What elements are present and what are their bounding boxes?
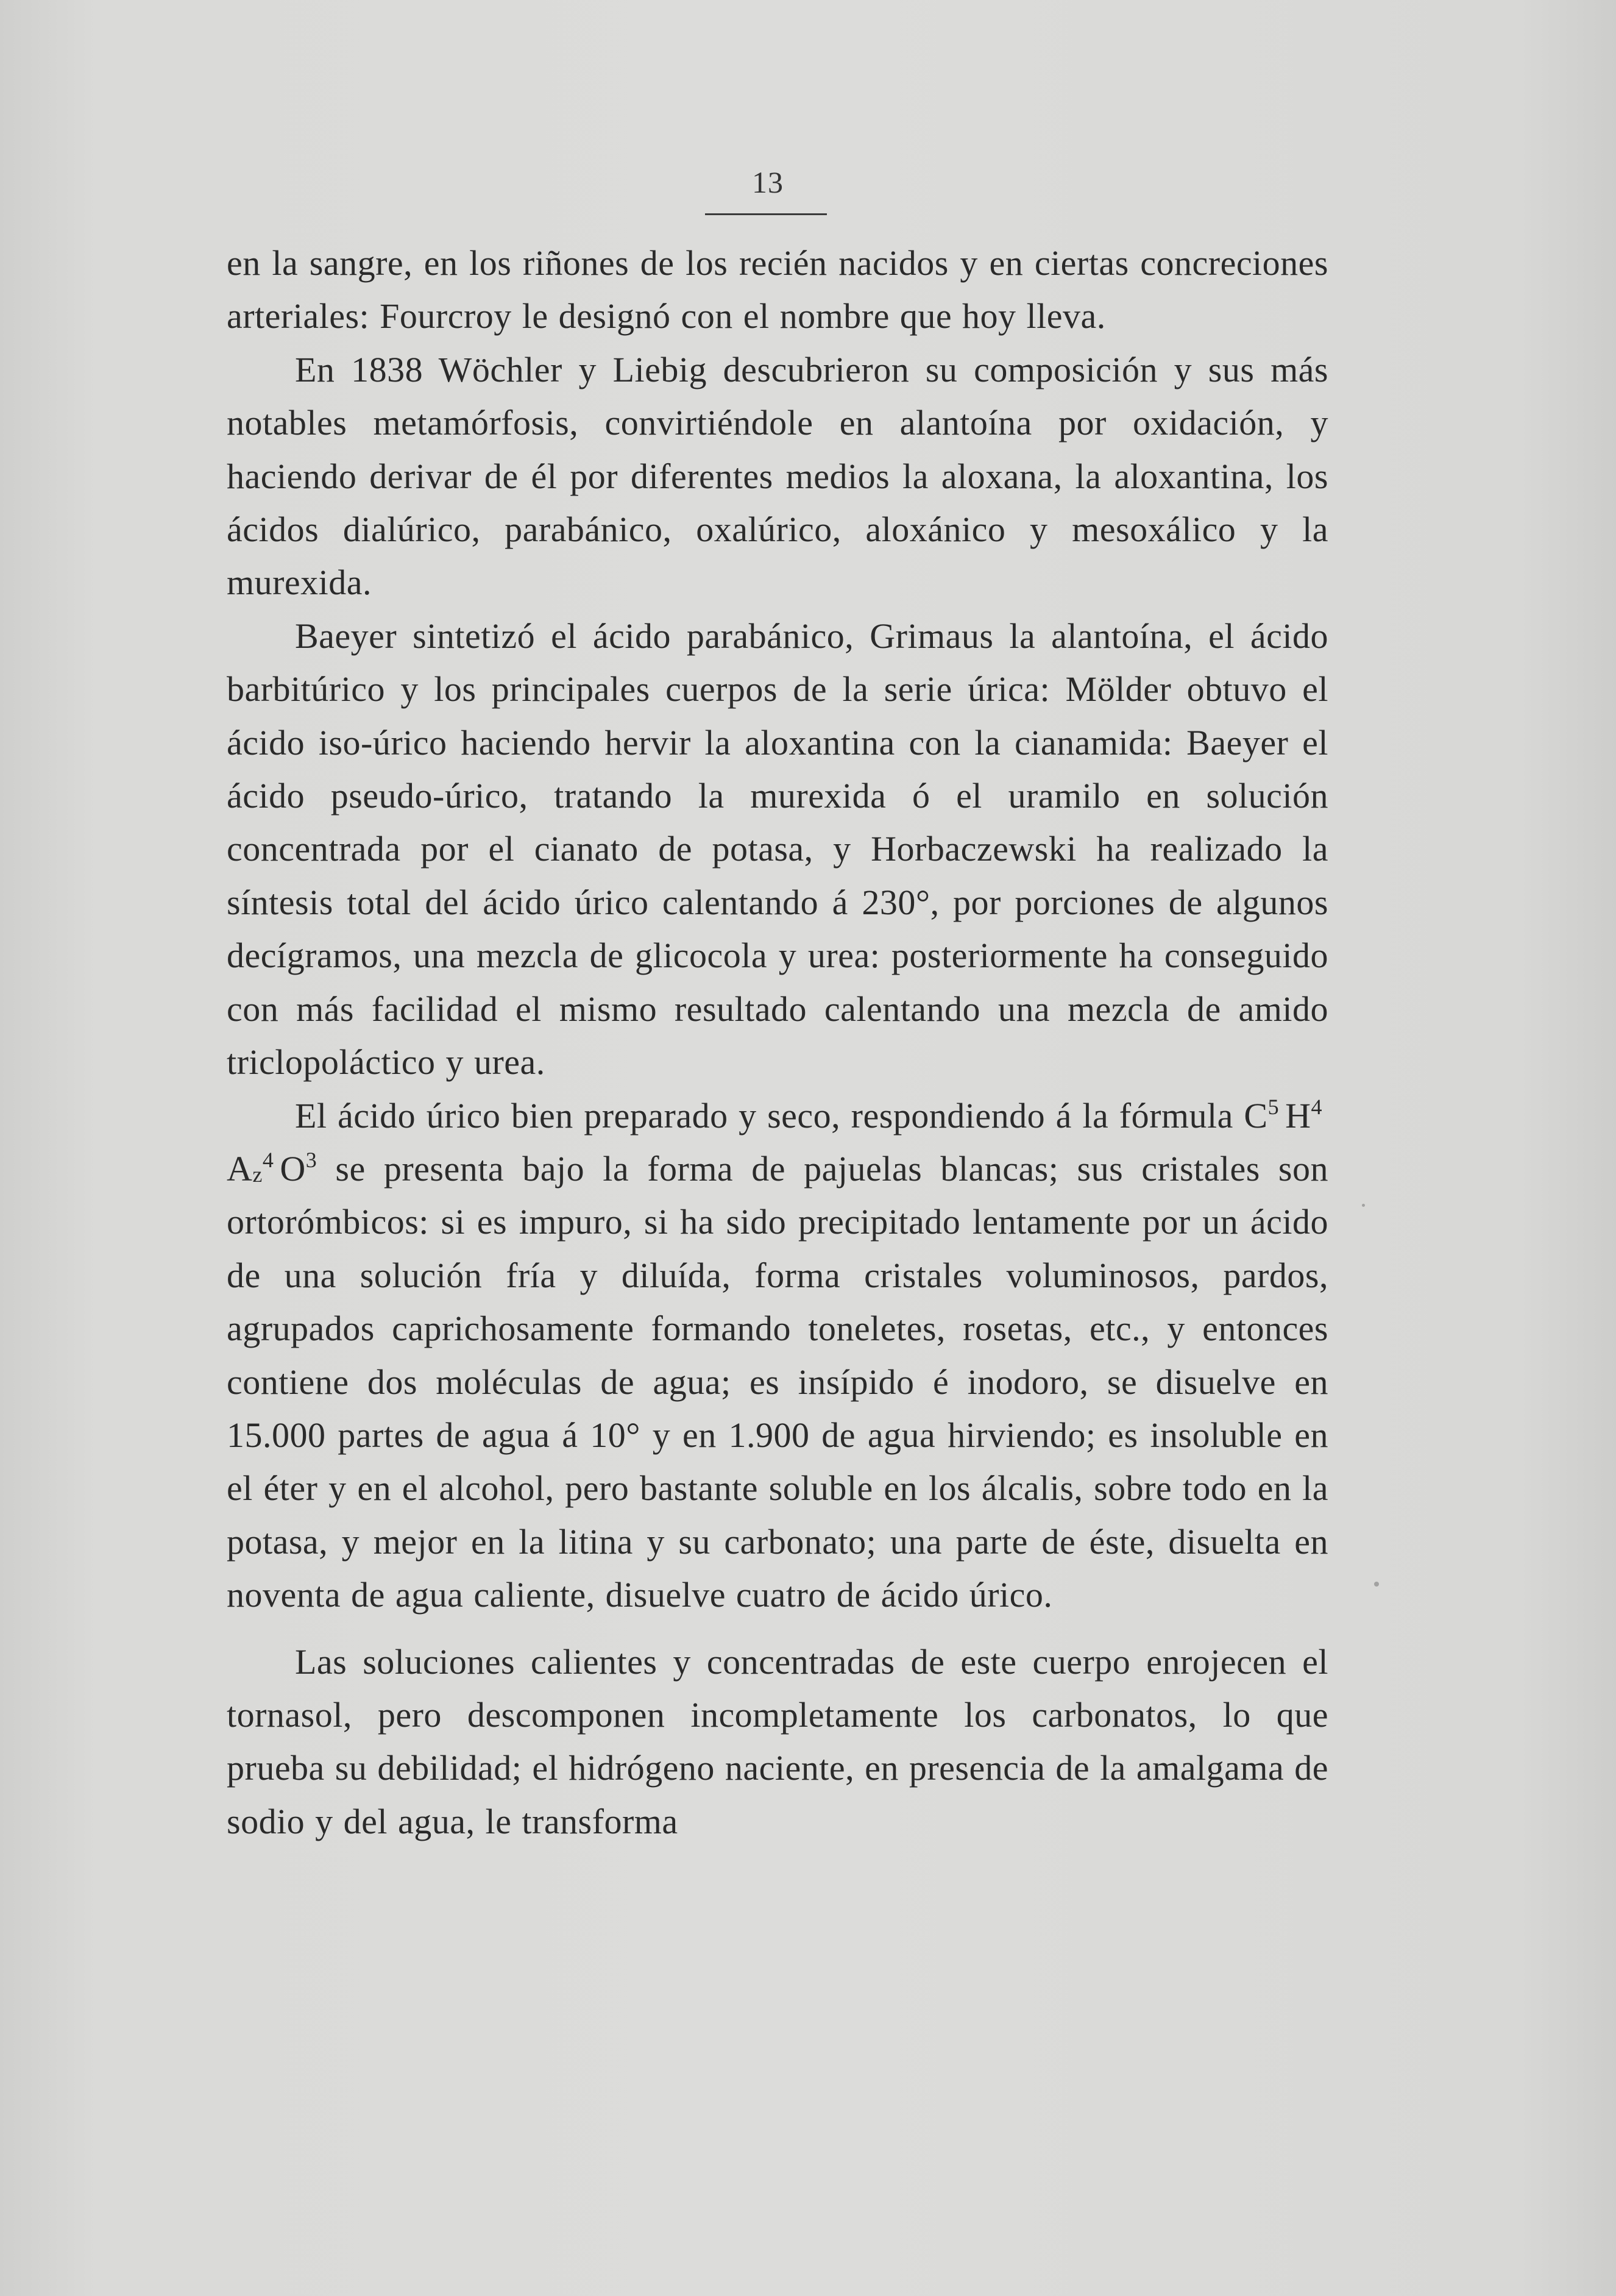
paragraph-2: En 1838 Wöchler y Liebig descubrieron su composición y sus más notables metamórfosis, convirtiéndole en alantoína por oxidación, y haciendo derivar de él por diferentes medios la aloxana, la aloxantina, los ácidos dialúrico, parabánico, oxalúrico, aloxánico y mesoxálico y la murexida. — [227, 349, 1328, 603]
chemical-formula: $C^5$ $H^4Az^4$ $O^3$ — [227, 1094, 1322, 1189]
paper-speck — [1374, 1582, 1379, 1587]
page-number: 13 — [752, 165, 784, 199]
paragraph-3: Baeyer sintetizó el ácido parabánico, Grimaus la alantoína, el ácido barbitúrico y los principales cuerpos de la serie úrica: Mölder obtuvo el ácido iso-úrico haciendo hervir la aloxantina con la cianamida: Baeyer el ácido pseudo-úrico, tratando la murexida ó el uramilo en solución concentrada por el cianato de potasa, y Horbaczewski ha realizado la síntesis total del ácido úrico calentando á 230°, por porciones de algunos decígramos, una mezcla de glicocola y urea: posteriormente ha conseguido con más facilidad el mismo resultado calentando una mezcla de amido triclороláctico y urea. — [227, 616, 1328, 1082]
paragraph-4-rest: se presenta bajo la forma de pajuelas blancas; sus cristales son ortorómbicos: si es impuro, si ha sido precipitado lentamente por un ácido de una solución fría y diluída, forma cristales voluminosos, pardos, agrupados caprichosamente formando toneletes, rosetas, etc., y entonces contiene dos moléculas de agua; es insípido é inodoro, se disuelve en 15.000 partes de agua á 10° y en 1.900 de agua hirviendo; es insoluble en el éter y en el alcohol, pero bastante soluble en los álcalis, sobre todo en la potasa, y mejor en la litina y su carbonato; una parte de éste, disuelta en noventa de agua caliente, disuelve cuatro de ácido úrico. — [227, 1148, 1329, 1615]
paper-speck — [1362, 1204, 1365, 1207]
paragraph-4-lead: El ácido úrico bien preparado y seco, respondiendo á la fórmula — [295, 1095, 1233, 1136]
body-text — [227, 236, 1328, 1848]
paragraph-5: Las soluciones calientes y concentradas de este cuerpo enrojecen el tornasol, pero descomponen incompletamente los carbonatos, lo que prueba su debilidad; el hidrógeno naciente, en presencia de la amalgama de sodio y del agua, le transforma — [227, 1641, 1328, 1841]
paragraph-4 — [227, 1089, 1328, 1622]
page-number-rule — [705, 213, 827, 215]
paragraph-1: en la sangre, en los riñones de los recién nacidos y en ciertas concreciones arteriales: Fourcroy le designó con el nombre que hoy lleva. — [227, 243, 1328, 336]
